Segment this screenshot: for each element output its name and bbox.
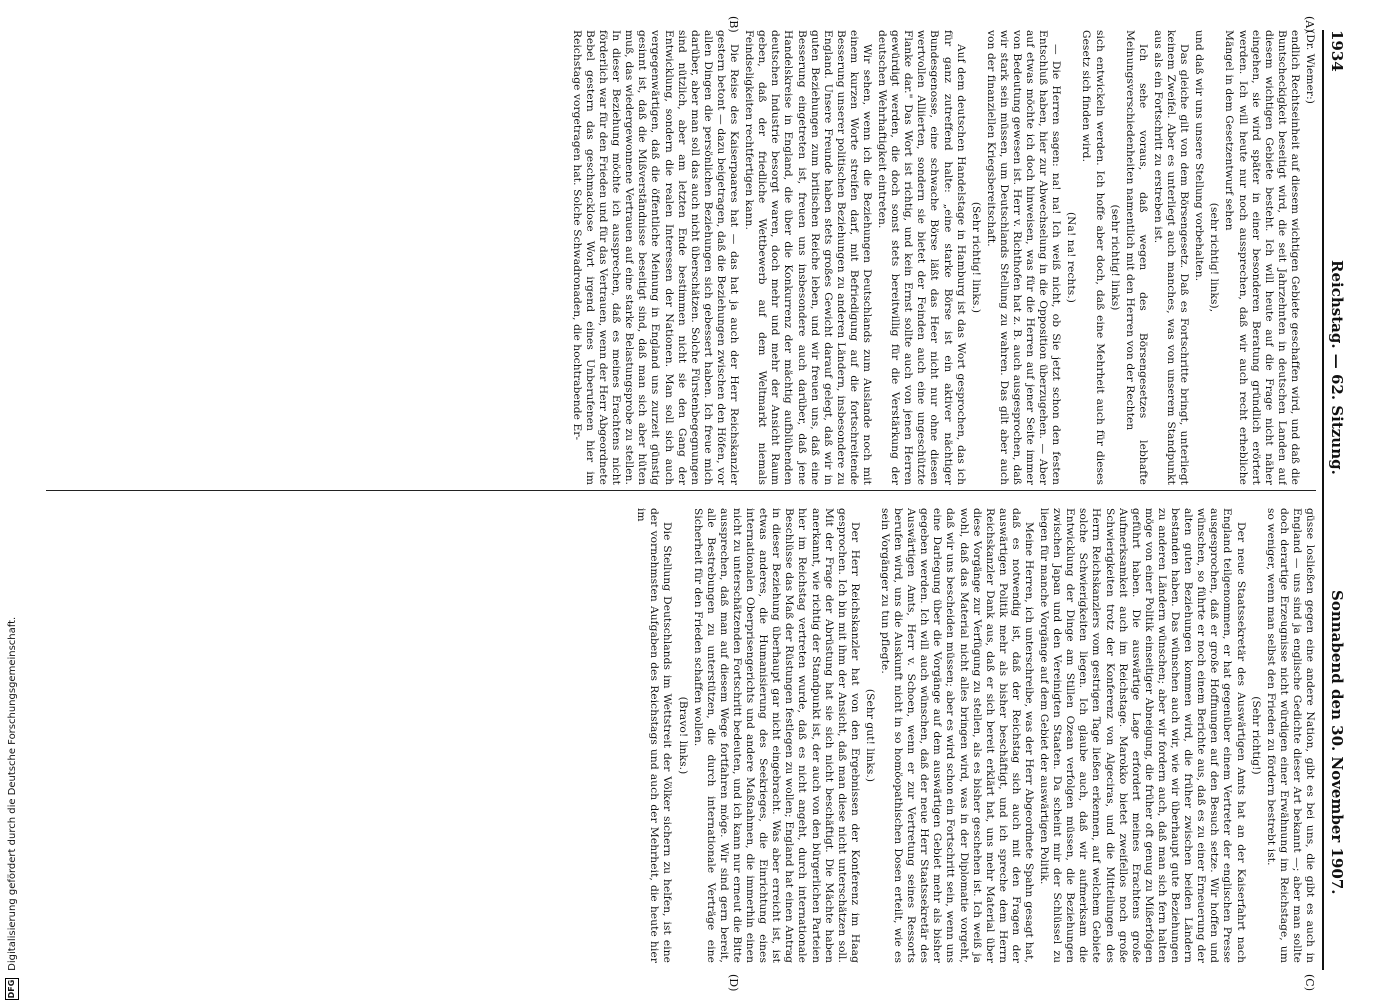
paragraph: Der neue Staatssekretär des Auswärtigen Amts hat an der Kaiserfahrt nach England teilgenommen, er hat gegenüber einem Vertreter der englischen Presse ausgesprochen, daß er große Hoffnungen auf den Besuch setze. Wir hoffen und wünschen, so führte er noch einem Berichte aus, daß es zu einer Erneuerung der alten guten Beziehungen kommen wird, die früher zwischen beiden Ländern bestanden haben. Das wünschen auch wir, wie wir überhaupt gute Beziehungen zu anderen Ländern wünschen; aber wir fordern auch, daß man sich fern halten möge von einer Politik einseitiger Abneigung, die früher oft genug zu Mißerfolgen geführt haben. Die auswärtige Lage erfordert meines Erachtens große Aufmerksamkeit auch im Reichstage. Marokko bietet zweifellos noch große Schwierigkeiten trotz der Konferenz von Algeciras, und die Mitteilungen des Herrn Reichskanzlers vom gestrigen Tage ließen erkennen, auf welchem Gebiete solche Schwierigkeiten liegen. Ich glaube auch, daß wir aufmerksam die Entwicklung der Dinge am Stillen Ozean verfolgen müssen, die Beziehungen zwischen Japan und den Vereinigten Staaten. Da scheint mir der Schlüssel zu liegen für manche Vorgänge auf dem Gebiet der auswärtigen Politik.	[1038, 508, 1247, 963]
dfg-logo: DFG	[5, 978, 19, 1000]
interjection: (Sehr richtig! links.)	[969, 201, 982, 314]
interjection: (Sehr richtig!)	[1249, 696, 1262, 775]
paragraph: Meine Herren, ich unterschreibe, was der Herr Abgeordnete Spahn gesagt hat, daß es notwendig ist, daß der Reichstag sich auch mit den Fragen der auswärtigen Politik mehr als bisher beschäftigt, und ich spreche dem Herrn Reichskanzler Dank aus, daß er sich bereit erklärt hat, uns mehr Material über diese Vorgänge zur Verfügung zu stellen, als es bisher geschehen ist. Ich weiß ja wohl, daß das Material nicht alles bringen wird, was in der Diplomatie vorgeht, daß wir uns bescheiden müssen; aber es wird schon ein Fortschritt sein, wenn uns eine Darlegung über die Vorgänge auf dem auswärtigen Gebiet mehr als bisher gegeben werden. Ich will auch wünschen, daß der neue Herr Staatssekretär des Auswärtigen Amts, Herr v. Schoen, wenn er zur Vertretung seines Ressorts berufen wird, uns die Auskunft nicht in so homöopathischen Dosen erteilt, wie es sein Vorgänger zu tun pflegte.	[879, 508, 1036, 963]
interjection: (Na! na! rechts.)	[1065, 211, 1078, 304]
margin-mark-c: (C)	[1303, 974, 1316, 991]
paragraph: güsse losließen gegen eine andere Nation, gibt es bei uns, die gibt es auch in England — uns sind ja englische Gedichte dieser Art bekannt —; aber man sollte doch derartige Erzeugnisse nicht würdigen einer Erwähnung im Reichstage, um so weniger, wenn man selbst den Frieden zu fördern bestrebt ist.	[1264, 508, 1316, 963]
paragraph: sich entwickeln werden. Ich hoffe aber doch, daß eine Mehrheit auch für dieses Gesetz sich finden wird.	[1080, 30, 1106, 485]
right-column	[46, 508, 1316, 963]
paragraph: Die Reise des Kaiserpaares hat — das hat ja auch der Herr Reichskanzler gestern betont — dazu beigetragen, daß die Beziehungen zwischen den Höfen, vor allen Dingen die persönlichen Beziehungen sich gebessert haben. Ich freue mich darüber, aber man soll das auch nicht überschätzen. Solche Fürstenbegegnungen sind nützlich, aber am letzten Ende bestimmen nicht sie den Gang der Entwicklung, sondern die realen Interessen der Nationen. Man soll sich auch vergegenwärtigen, daß die öffentliche Meinung in England uns zurzeit günstig gesinnt ist, daß die Mißverständnisse beseitigt sind, daß man sich aber hüten muß, das wiedergewonnene Vertrauen auf eine starke Belastungsprobe zu stellen. In dieser Beziehung möchte ich aussprechen, daß es meines Erachtens nicht förderlich war für den Frieden und für das Vertrauen, wenn der Herr Abgeordnete Bebel gestern das geschmacklose Wort irgend eines Unberufenen hier im Reichstage vorgetragen hat. Solche Schwadronaden, die hochtrabende Er-	[570, 30, 741, 485]
speaker-label: (Dr. Wiemer:)	[1304, 30, 1316, 105]
paragraph: Ich sehe voraus, daß wegen des Börsengesetzes lebhafte Meinungsverschiedenheiten namentlich mit den Herren von der Rechten	[1123, 30, 1149, 485]
margin-mark-b: (B)	[727, 16, 740, 33]
paragraph: und daß wir uns unsere Stellung vorbehalten.	[1193, 30, 1206, 282]
margin-mark-a: (A)	[1303, 16, 1316, 33]
column-divider	[46, 490, 1316, 491]
paragraph: Auf dem deutschen Handelstage in Hamburg ist das Wort gesprochen, das ich für ganz zutreffend halte: „eine starke Börse ist ein aktiver nächtiger Bundesgenosse, eine schwache Börse läßt das Heer nicht nur ohne diesen wertvollen Alliierten, sondern sie bietet der Feinden auch eine ungeschützte Flanke dar." Das Wort ist richtig, und kein Ernst sollte auch von jenen Herren gewürdigt werden, die doch sonst stets bereitwillig für die Verstärkung der deutschen Wehrhaftigkeit eintreten.	[876, 30, 967, 485]
paragraph: endlich Rechtseinheit auf diesem wichtigen Gebiete geschaffen wird, und daß die Buntscheckigkeit beseitigt wird, die seit Jahrzehnten in deutschen Landen auf diesem wichtigen Gebiete besteht. Ich will heute auf die Frage nicht näher eingehen, sie wird später in einer besonderen Beratung gründlich erörtert werden. Ich will heute nur noch aussprechen, daß wir auch recht erhebliche Mängel in dem Gesetzentwurf sehen	[1223, 30, 1301, 485]
interjection: (sehr richtig! links)	[1108, 204, 1121, 311]
page-title: Reichstag. — 62. Sitzung.	[1328, 260, 1346, 475]
paragraph: Der Herr Reichskanzler hat von den Ergebnissen der Konferenz im Haag gesprochen. Ich bin mit ihm der Ansicht, daß man diese nicht unterschätzen soll. Mit der Frage der Abrüstung hat sie sich nicht beschäftigt. Die Mächte haben anerkannt, wie richtig der Standpunkt ist, der auch von den bürgerlichen Parteien hier im Reichstag vertreten wurde, daß es nicht angeht, durch internationale Beschlüsse das Maß der Rüstungen festlegen zu wollen; England hat einen Antrag in dieser Beziehung überhaupt gar nicht eingebracht. Was aber erreicht ist, ist etwas anderes, die Humanisierung des Seekrieges, die Einrichtung eines internationalen Oberprisengerichts und andere Maßnahmen, die immerhin einen nicht zu unterschätzenden Fortschritt bedeuten, und ich kann nur erneut die Bitte aussprechen, daß man auf diesem Wege fortfahren möge. Wir sind gern bereit, alle Bestrebungen zu unterstützen, die durch internationale Verträge eine Sicherheit für den Frieden schaffen wollen.	[691, 508, 861, 963]
paragraph: Die Stellung Deutschlands im Wettstreit der Völker sichern zu helfen, ist eine der vornehmsten Aufgaben des Reichstags und auch der Mehrheit, die heute hier im	[635, 508, 674, 963]
interjection: (Sehr gut! links.)	[863, 688, 876, 783]
interjection: (sehr richtig! links),	[1208, 202, 1221, 313]
page-header	[1322, 30, 1346, 970]
page-number: 1934	[1328, 30, 1346, 72]
margin-mark-d: (D)	[727, 974, 740, 992]
digitization-credit	[4, 0, 22, 1000]
rotated-newspaper-page	[20, 0, 1360, 1000]
paragraph: — Die Herren sagen: na! na! Ich weiß nicht, ob Sie jetzt schon den festen Entschluß haben, hier zur Abwechselung in die Opposition überzugehen. — Aber auf etwas möchte ich doch hinweisen, was für die Herren auf jener Seite immer von Bedeutung gewesen ist. Herr v. Richthofen hat z. B. auch ausgesprochen, daß wir stark sein müssen, um Deutschlands Stellung zu wahren. Das gilt aber auch von der finanziellen Kriegsbereitschaft.	[984, 30, 1063, 485]
paragraph: Wir sehen, wenn ich die Beziehungen Deutschlands zum Auslande noch mit einem kurzen Worte streifen darf, mit Befriedigung auf die fortschreitende Besserung unserer politischen Beziehungen zu anderen Ländern, insbesondere zu England. Unsere Freunde haben stets großes Gewicht darauf gelegt, daß wir in guten Beziehungen zum britischen Reiche leben, und wir freuen uns, daß eine Besserung eingetreten ist, freuen uns insbesondere auch darüber, daß jene Handelskreise in England, die über die Konkurrenz der mächtig aufblühenden deutschen Industrie besorgt waren, doch mehr und mehr der Ansicht Raum geben, daß der friedliche Wettbewerb auf dem Weltmarkt niemals Feindseligkeiten rechtfertigen kann.	[743, 30, 873, 485]
page-date: Sonnabend den 30. November 1907.	[1328, 590, 1346, 895]
paragraph: Das gleiche gilt von dem Börsengesetz. Daß es Fortschritte bringt, unterliegt keinem Zweifel. Aber es unterliegt auch manches, was von unserem Standpunkt aus als ein Fortschritt zu erstreben ist.	[1151, 30, 1191, 485]
left-column	[46, 30, 1316, 485]
credit-text: Digitalisierung gefördert durch die Deutsche Forschungsgemeinschaft.	[7, 616, 18, 971]
interjection: (Bravo! links.)	[676, 696, 689, 775]
